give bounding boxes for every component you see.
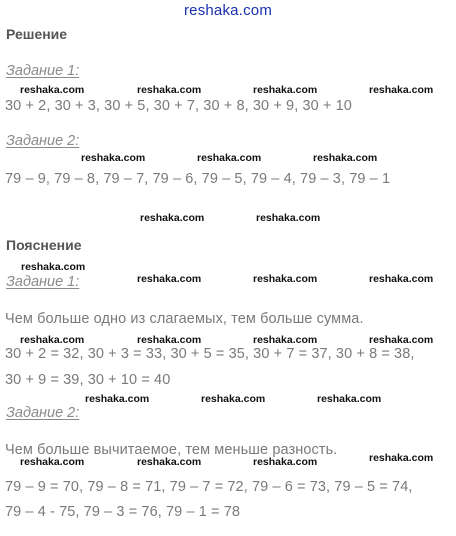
solution-task1-label: Задание 1: [6,63,80,79]
watermark: reshaka.com [253,334,318,346]
watermark: reshaka.com [201,393,266,405]
explanation-task1-line: 30 + 2 = 32, 30 + 3 = 33, 30 + 5 = 35, 30 + 7 = 37, 30 + 8 = 38, [5,346,415,362]
watermark: reshaka.com [137,334,202,346]
solution-task2-label: Задание 2: [6,133,80,149]
explanation-task2-label: Задание 2: [6,405,80,421]
watermark: reshaka.com [20,334,85,346]
solution-task1-answer: 30 + 2, 30 + 3, 30 + 5, 30 + 7, 30 + 8, 30 + 9, 30 + 10 [5,98,352,114]
watermark: reshaka.com [85,393,150,405]
watermark: reshaka.com [369,452,434,464]
explanation-task1-rule: Чем больше одно из слагаемых, тем больше сумма. [5,311,364,327]
explanation-task2-line: 79 – 4 - 75, 79 – 3 = 76, 79 – 1 = 78 [5,504,241,520]
watermark: reshaka.com [20,456,85,468]
explanation-task1-line: 30 + 9 = 39, 30 + 10 = 40 [5,372,171,388]
explanation-task1-label: Задание 1: [6,274,80,290]
explanation-task2-line: 79 – 9 = 70, 79 – 8 = 71, 79 – 7 = 72, 79 – 6 = 73, 79 – 5 = 74, [5,479,413,495]
watermark: reshaka.com [137,273,202,285]
explanation-heading: Пояснение [6,237,82,253]
watermark: reshaka.com [313,152,378,164]
watermark: reshaka.com [253,456,318,468]
watermark: reshaka.com [369,84,434,96]
watermark: reshaka.com [137,84,202,96]
site-title[interactable]: reshaka.com [183,2,273,19]
watermark: reshaka.com [137,456,202,468]
explanation-task2-rule: Чем больше вычитаемое, тем меньше разность. [5,442,338,458]
watermark: reshaka.com [20,84,85,96]
watermark: reshaka.com [369,273,434,285]
watermark: reshaka.com [317,393,382,405]
watermark: reshaka.com [253,84,318,96]
watermark: reshaka.com [197,152,262,164]
watermark: reshaka.com [256,212,321,224]
solution-heading: Решение [6,26,68,42]
watermark: reshaka.com [369,334,434,346]
watermark: reshaka.com [253,273,318,285]
solution-task2-answer: 79 – 9, 79 – 8, 79 – 7, 79 – 6, 79 – 5, 79 – 4, 79 – 3, 79 – 1 [5,171,391,187]
watermark: reshaka.com [81,152,146,164]
watermark: reshaka.com [140,212,205,224]
watermark: reshaka.com [21,261,86,273]
